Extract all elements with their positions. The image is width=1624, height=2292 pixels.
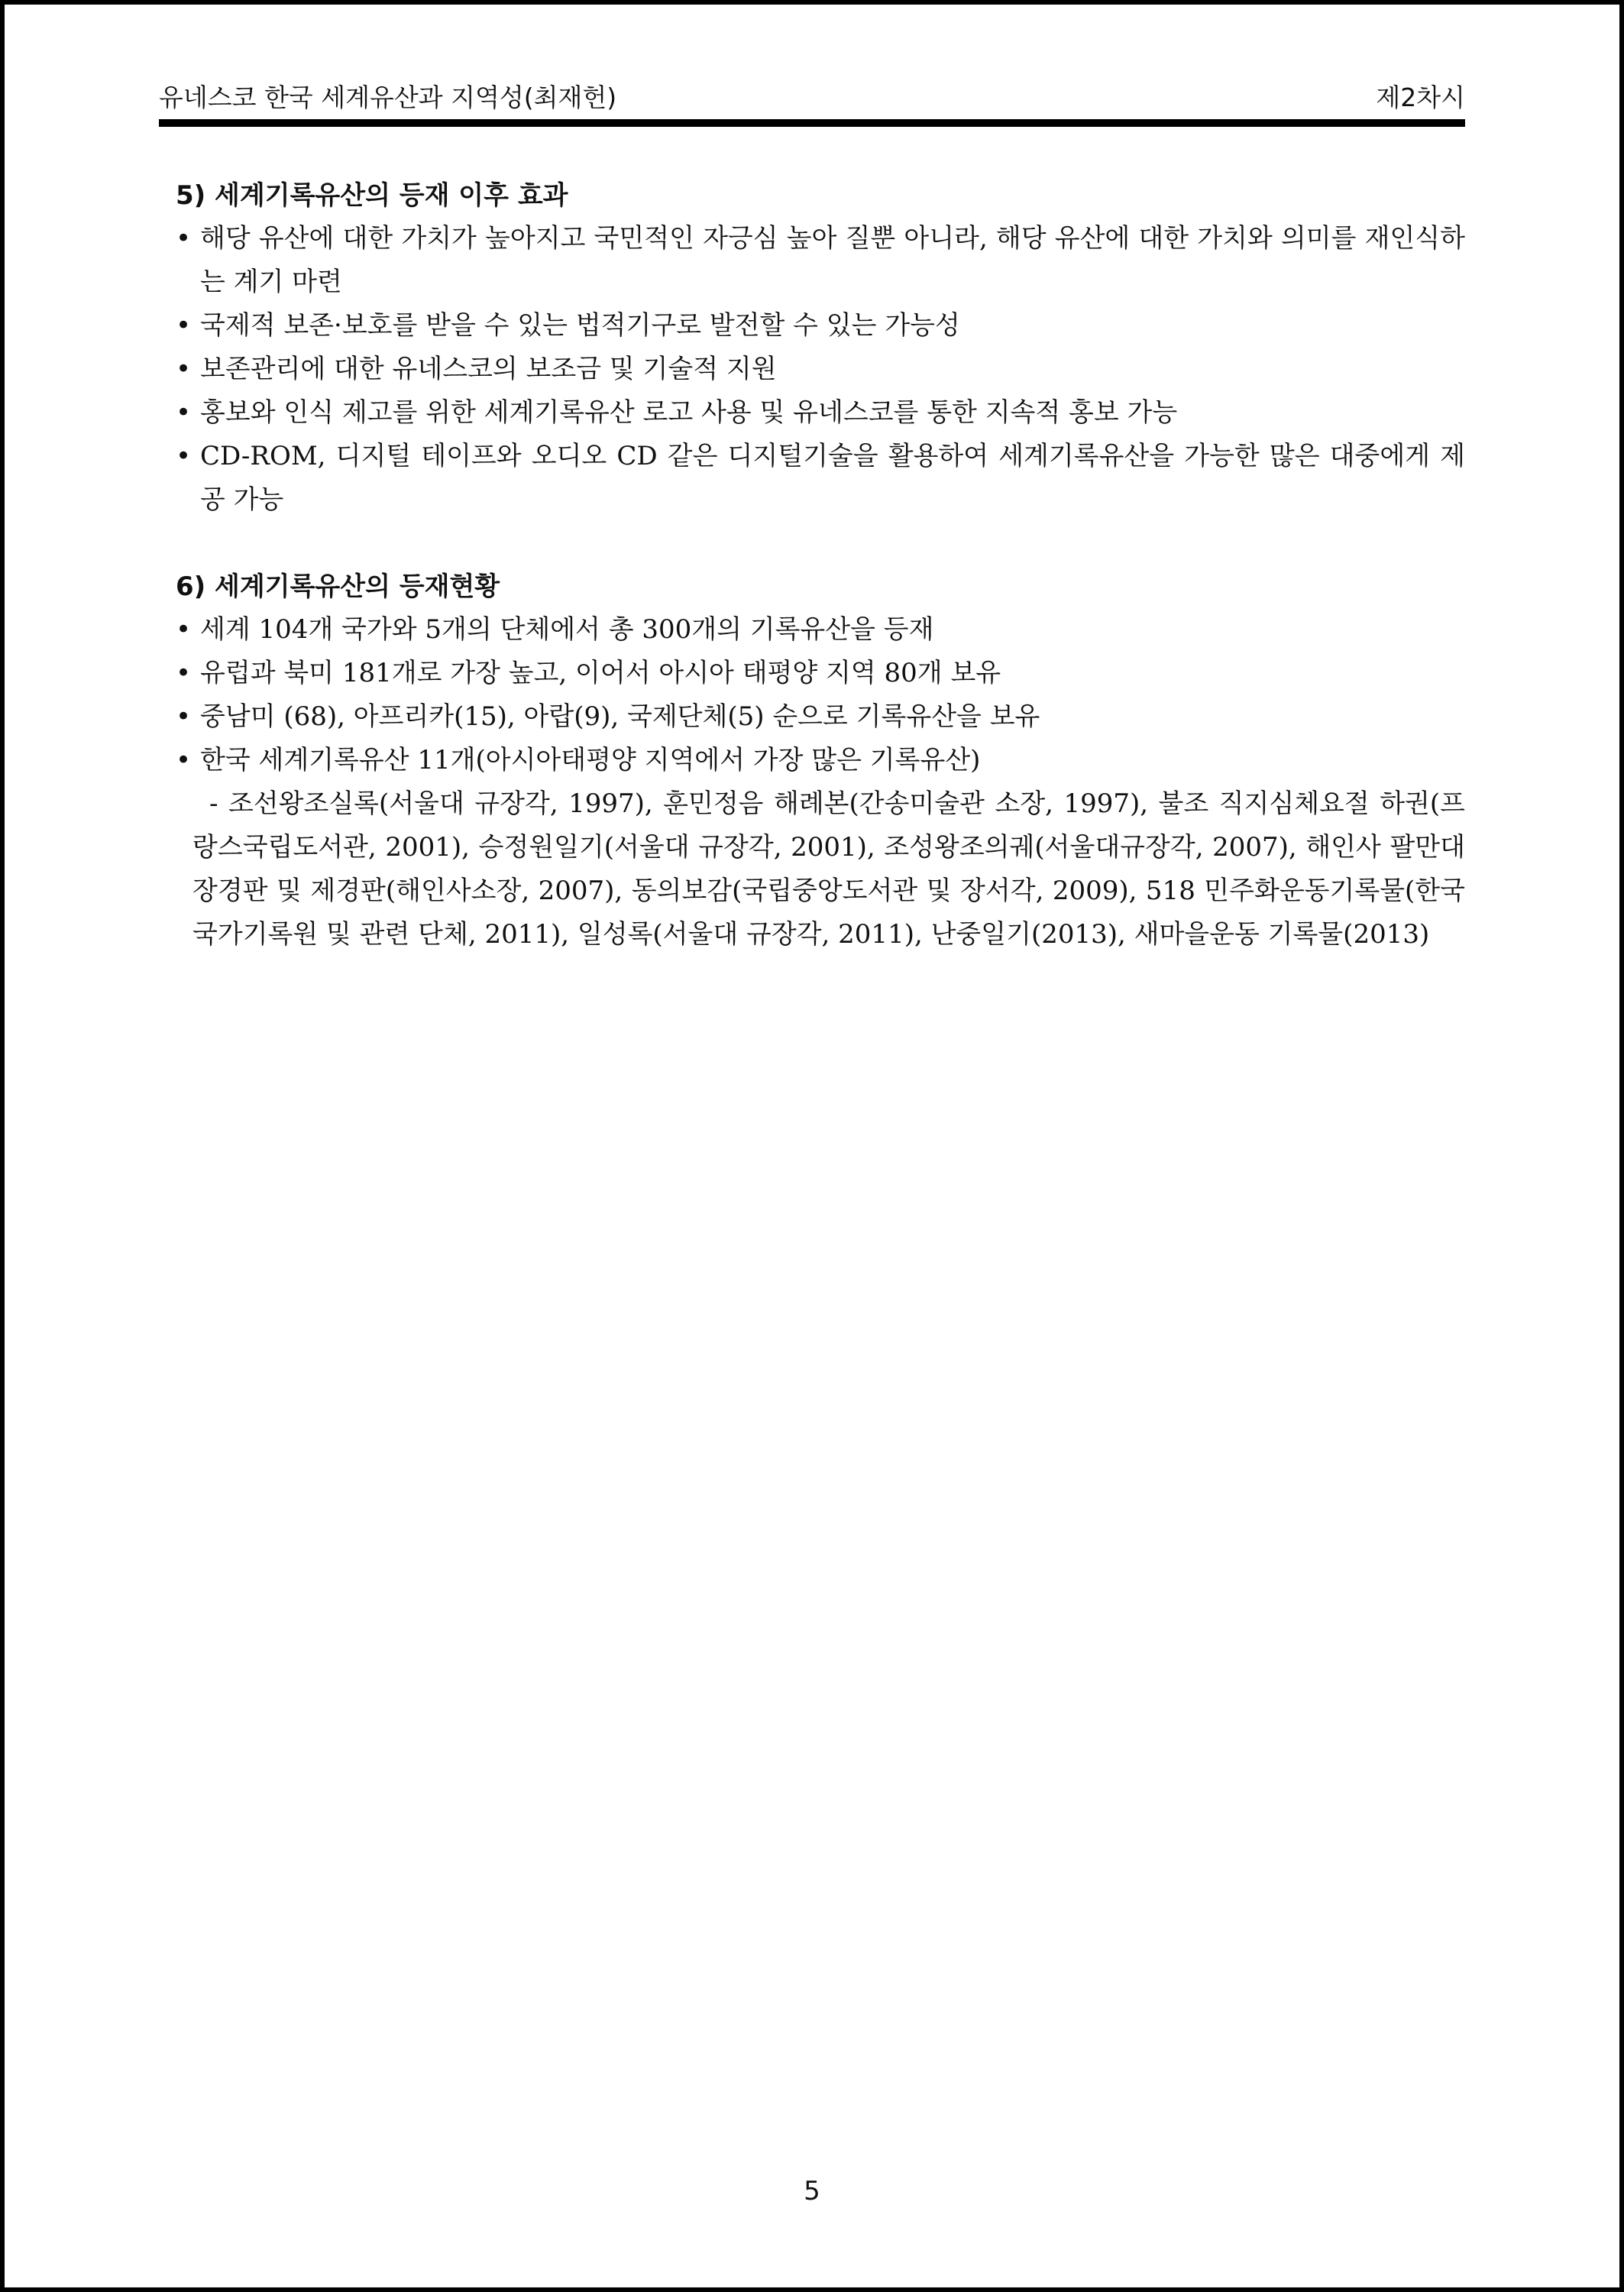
section-gap <box>176 522 1465 565</box>
list-item: • 한국 세계기록유산 11개(아시아태평양 지역에서 가장 많은 기록유산) <box>176 739 1465 782</box>
section-5-list <box>176 217 1465 522</box>
page-header <box>159 76 1465 119</box>
section-6-title: 6) 세계기록유산의 등재현황 <box>176 571 500 602</box>
header-rule <box>159 119 1465 127</box>
list-item: • 보존관리에 대한 유네스코의 보조금 및 기술적 지원 <box>176 348 1465 391</box>
page-number: 5 <box>804 2176 820 2206</box>
list-item: • 세계 104개 국가와 5개의 단체에서 총 300개의 기록유산을 등재 <box>176 608 1465 652</box>
section-6-list <box>176 608 1465 782</box>
header-title: 유네스코 한국 세계유산과 지역성(최재헌) <box>159 83 617 112</box>
korean-heritage-list: - 조선왕조실록(서울대 규장각, 1997), 훈민정음 해례본(간송미술관 소장, 1997), 불조 직지심체요절 하권(프랑스국립도서관, 2001), 승정원일기(서울대 규장각, 2001), 조성왕조의궤(서울대규장각, 2007), 해인사 팔만대장경판 및 제경판(해인사소장, 2007), 동의보감(국립중앙도서관 및 장서각, 2009), 518 민주화운동기록물(한국 국가기록원 및 관련 단체, 2011), 일성록(서울대 규장각, 2011), 난중일기(2013), 새마을운동 기록물(2013) <box>192 788 1465 950</box>
list-item: • 국제적 보존·보호를 받을 수 있는 법적기구로 발전할 수 있는 가능성 <box>176 304 1465 348</box>
list-item: • CD-ROM, 디지털 테이프와 오디오 CD 같은 디지털기술을 활용하여 세계기록유산을 가능한 많은 대중에게 제공 가능 <box>176 435 1465 522</box>
list-item: • 해당 유산에 대한 가치가 높아지고 국민적인 자긍심 높아 질뿐 아니라, 해당 유산에 대한 가치와 의미를 재인식하는 계기 마련 <box>176 217 1465 304</box>
list-item: • 유럽과 북미 181개로 가장 높고, 이어서 아시아 태평양 지역 80개 보유 <box>176 652 1465 695</box>
list-item: • 중남미 (68), 아프리카(15), 아랍(9), 국제단체(5) 순으로 기록유산을 보유 <box>176 695 1465 739</box>
header-session: 제2차시 <box>1376 83 1465 112</box>
document-body <box>176 174 1465 957</box>
section-5-title: 5) 세계기록유산의 등재 이후 효과 <box>176 180 568 211</box>
list-item: • 홍보와 인식 제고를 위한 세계기록유산 로고 사용 및 유네스코를 통한 지속적 홍보 가능 <box>176 391 1465 435</box>
